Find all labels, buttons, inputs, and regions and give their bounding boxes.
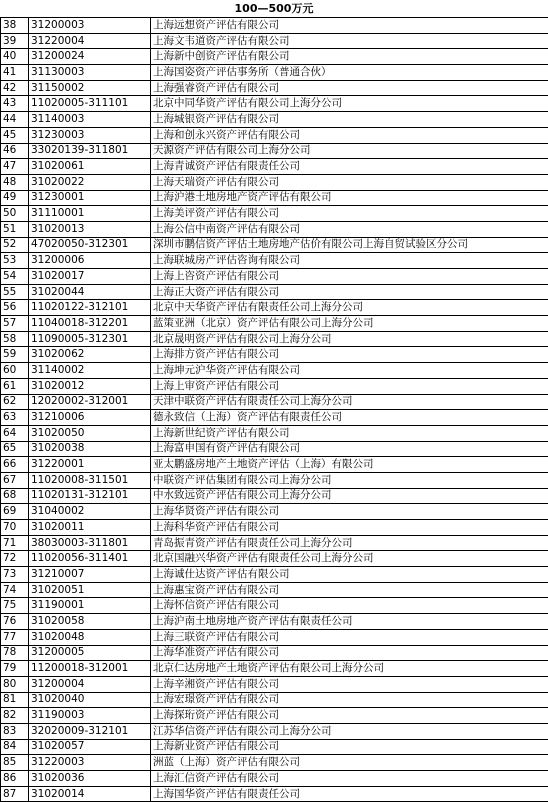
registration-code-cell: 31140002 <box>29 363 151 379</box>
row-index-cell: 78 <box>1 645 29 661</box>
row-index-cell: 52 <box>1 237 29 253</box>
table-row <box>1 614 548 630</box>
table-row <box>1 457 548 473</box>
firm-name-cell: 上海华准资产评估有限公司 <box>151 645 548 661</box>
registration-code-cell: 31210006 <box>29 410 151 426</box>
table-row <box>1 582 548 598</box>
table-row <box>1 347 548 363</box>
firm-table-body <box>1 18 548 802</box>
table-row <box>1 49 548 65</box>
row-index-cell: 79 <box>1 661 29 677</box>
registration-code-cell: 31220003 <box>29 755 151 771</box>
table-row <box>1 363 548 379</box>
row-index-cell: 84 <box>1 739 29 755</box>
row-index-cell: 54 <box>1 269 29 285</box>
registration-code-cell: 31020061 <box>29 159 151 175</box>
table-row <box>1 739 548 755</box>
row-index-cell: 43 <box>1 96 29 112</box>
table-row <box>1 410 548 426</box>
registration-code-cell: 11020056-311401 <box>29 551 151 567</box>
registration-code-cell: 31190003 <box>29 708 151 724</box>
table-row <box>1 598 548 614</box>
firm-name-cell: 上海上咨资产评估有限公司 <box>151 269 548 285</box>
row-index-cell: 40 <box>1 49 29 65</box>
firm-name-cell: 上海沪港土地房地产资产评估有限公司 <box>151 190 548 206</box>
firm-name-cell: 上海国华资产评估有限责任公司 <box>151 786 548 802</box>
firm-name-cell: 上海国姿资产评估事务所（普通合伙） <box>151 65 548 81</box>
table-row <box>1 567 548 583</box>
registration-code-cell: 31020036 <box>29 771 151 787</box>
row-index-cell: 74 <box>1 582 29 598</box>
registration-code-cell: 31020044 <box>29 284 151 300</box>
table-row <box>1 629 548 645</box>
firm-name-cell: 上海远想资产评估有限公司 <box>151 18 548 34</box>
table-row <box>1 661 548 677</box>
row-index-cell: 42 <box>1 80 29 96</box>
table-row <box>1 551 548 567</box>
row-index-cell: 38 <box>1 18 29 34</box>
section-title: 100—500万元 <box>0 0 548 17</box>
row-index-cell: 39 <box>1 33 29 49</box>
row-index-cell: 61 <box>1 378 29 394</box>
registration-code-cell: 31020057 <box>29 739 151 755</box>
registration-code-cell: 11040018-312201 <box>29 316 151 332</box>
registration-code-cell: 31020051 <box>29 582 151 598</box>
firm-name-cell: 上海诚仕达资产评估有限公司 <box>151 567 548 583</box>
registration-code-cell: 31200003 <box>29 18 151 34</box>
table-row <box>1 441 548 457</box>
table-row <box>1 425 548 441</box>
firm-name-cell: 青岛振青资产评估有限责任公司上海分公司 <box>151 535 548 551</box>
firm-name-cell: 上海富申国有资产评估有限公司 <box>151 441 548 457</box>
table-row <box>1 535 548 551</box>
registration-code-cell: 31200006 <box>29 253 151 269</box>
table-row <box>1 127 548 143</box>
row-index-cell: 60 <box>1 363 29 379</box>
firm-name-cell: 上海强睿资产评估有限公司 <box>151 80 548 96</box>
table-row <box>1 645 548 661</box>
registration-code-cell: 31230003 <box>29 127 151 143</box>
table-row <box>1 488 548 504</box>
firm-name-cell: 上海和创永兴资产评估有限公司 <box>151 127 548 143</box>
registration-code-cell: 31020017 <box>29 269 151 285</box>
row-index-cell: 82 <box>1 708 29 724</box>
row-index-cell: 80 <box>1 676 29 692</box>
row-index-cell: 72 <box>1 551 29 567</box>
firm-name-cell: 天津中联资产评估有限责任公司上海分公司 <box>151 394 548 410</box>
firm-name-cell: 洲蓝（上海）资产评估有限公司 <box>151 755 548 771</box>
row-index-cell: 48 <box>1 174 29 190</box>
registration-code-cell: 31210007 <box>29 567 151 583</box>
firm-name-cell: 上海科华资产评估有限公司 <box>151 520 548 536</box>
table-row <box>1 708 548 724</box>
row-index-cell: 58 <box>1 331 29 347</box>
registration-code-cell: 31020058 <box>29 614 151 630</box>
table-row <box>1 159 548 175</box>
firm-name-cell: 天源资产评估有限公司上海分公司 <box>151 143 548 159</box>
registration-code-cell: 31020022 <box>29 174 151 190</box>
table-row <box>1 18 548 34</box>
firm-name-cell: 上海青诚资产评估有限责任公司 <box>151 159 548 175</box>
table-row <box>1 33 548 49</box>
row-index-cell: 71 <box>1 535 29 551</box>
row-index-cell: 75 <box>1 598 29 614</box>
table-row <box>1 723 548 739</box>
firm-name-cell: 蓝策亚洲（北京）资产评估有限公司上海分公司 <box>151 316 548 332</box>
firm-name-cell: 上海华贤资产评估有限公司 <box>151 504 548 520</box>
registration-code-cell: 11200018-312001 <box>29 661 151 677</box>
row-index-cell: 86 <box>1 771 29 787</box>
registration-code-cell: 31220001 <box>29 457 151 473</box>
registration-code-cell: 33020139-311801 <box>29 143 151 159</box>
table-row <box>1 190 548 206</box>
firm-name-cell: 上海沪南土地房地产资产评估有限责任公司 <box>151 614 548 630</box>
row-index-cell: 85 <box>1 755 29 771</box>
registration-code-cell: 31020038 <box>29 441 151 457</box>
row-index-cell: 56 <box>1 300 29 316</box>
firm-name-cell: 上海新业资产评估有限公司 <box>151 739 548 755</box>
row-index-cell: 81 <box>1 692 29 708</box>
row-index-cell: 69 <box>1 504 29 520</box>
firm-name-cell: 上海文韦道资产评估有限公司 <box>151 33 548 49</box>
firm-name-cell: 北京国融兴华资产评估有限责任公司上海分公司 <box>151 551 548 567</box>
row-index-cell: 50 <box>1 206 29 222</box>
registration-code-cell: 31020014 <box>29 786 151 802</box>
row-index-cell: 76 <box>1 614 29 630</box>
row-index-cell: 45 <box>1 127 29 143</box>
table-row <box>1 755 548 771</box>
registration-code-cell: 31020011 <box>29 520 151 536</box>
row-index-cell: 55 <box>1 284 29 300</box>
firm-name-cell: 上海惠宝资产评估有限公司 <box>151 582 548 598</box>
row-index-cell: 77 <box>1 629 29 645</box>
row-index-cell: 59 <box>1 347 29 363</box>
registration-code-cell: 31020013 <box>29 221 151 237</box>
table-row <box>1 284 548 300</box>
registration-code-cell: 31200004 <box>29 676 151 692</box>
registration-code-cell: 11020131-312101 <box>29 488 151 504</box>
registration-code-cell: 31020012 <box>29 378 151 394</box>
registration-code-cell: 31040002 <box>29 504 151 520</box>
registration-code-cell: 12020002-312001 <box>29 394 151 410</box>
table-row <box>1 269 548 285</box>
firm-name-cell: 上海排方资产评估有限公司 <box>151 347 548 363</box>
firm-name-cell: 德永致信（上海）资产评估有限责任公司 <box>151 410 548 426</box>
firm-name-cell: 上海探珩资产评估有限公司 <box>151 708 548 724</box>
firm-name-cell: 北京中天华资产评估有限责任公司上海分公司 <box>151 300 548 316</box>
registration-code-cell: 31020040 <box>29 692 151 708</box>
registration-code-cell: 31130003 <box>29 65 151 81</box>
registration-code-cell: 31140003 <box>29 112 151 128</box>
row-index-cell: 44 <box>1 112 29 128</box>
firm-name-cell: 上海三联资产评估有限公司 <box>151 629 548 645</box>
firm-name-cell: 中水致远资产评估有限公司上海分公司 <box>151 488 548 504</box>
registration-code-cell: 31190001 <box>29 598 151 614</box>
registration-code-cell: 11020005-311101 <box>29 96 151 112</box>
registration-code-cell: 11020008-311501 <box>29 472 151 488</box>
table-row <box>1 221 548 237</box>
row-index-cell: 62 <box>1 394 29 410</box>
registration-code-cell: 31020062 <box>29 347 151 363</box>
registration-code-cell: 47020050-312301 <box>29 237 151 253</box>
table-row <box>1 174 548 190</box>
table-row <box>1 80 548 96</box>
firm-name-cell: 北京中同华资产评估有限公司上海分公司 <box>151 96 548 112</box>
row-index-cell: 53 <box>1 253 29 269</box>
table-row <box>1 676 548 692</box>
firm-name-cell: 上海公信中南资产评估有限公司 <box>151 221 548 237</box>
row-index-cell: 46 <box>1 143 29 159</box>
firm-name-cell: 上海辛湘资产评估有限公司 <box>151 676 548 692</box>
registration-code-cell: 31020048 <box>29 629 151 645</box>
row-index-cell: 66 <box>1 457 29 473</box>
row-index-cell: 47 <box>1 159 29 175</box>
row-index-cell: 57 <box>1 316 29 332</box>
table-row <box>1 316 548 332</box>
table-row <box>1 692 548 708</box>
firm-name-cell: 上海天瑞资产评估有限公司 <box>151 174 548 190</box>
firm-table <box>0 17 548 802</box>
table-row <box>1 771 548 787</box>
firm-name-cell: 江苏华信资产评估有限公司上海分公司 <box>151 723 548 739</box>
table-row <box>1 786 548 802</box>
firm-name-cell: 北京晟明资产评估有限公司上海分公司 <box>151 331 548 347</box>
registration-code-cell: 31150002 <box>29 80 151 96</box>
table-row <box>1 206 548 222</box>
registration-code-cell: 31110001 <box>29 206 151 222</box>
firm-name-cell: 上海怀信资产评估有限公司 <box>151 598 548 614</box>
firm-name-cell: 上海上审资产评估有限公司 <box>151 378 548 394</box>
table-row <box>1 65 548 81</box>
registration-code-cell: 31020050 <box>29 425 151 441</box>
table-row <box>1 96 548 112</box>
table-row <box>1 300 548 316</box>
registration-code-cell: 31220004 <box>29 33 151 49</box>
row-index-cell: 49 <box>1 190 29 206</box>
firm-name-cell: 上海坤元沪华资产评估有限公司 <box>151 363 548 379</box>
table-row <box>1 504 548 520</box>
firm-name-cell: 上海美评资产评估有限公司 <box>151 206 548 222</box>
firm-name-cell: 上海新中创资产评估有限公司 <box>151 49 548 65</box>
registration-code-cell: 31230001 <box>29 190 151 206</box>
firm-name-cell: 北京仁达房地产土地资产评估有限公司上海分公司 <box>151 661 548 677</box>
row-index-cell: 70 <box>1 520 29 536</box>
firm-name-cell: 上海正大资产评估有限公司 <box>151 284 548 300</box>
registration-code-cell: 38030003-311801 <box>29 535 151 551</box>
registration-code-cell: 31200005 <box>29 645 151 661</box>
row-index-cell: 67 <box>1 472 29 488</box>
firm-name-cell: 上海联城房产评估咨询有限公司 <box>151 253 548 269</box>
firm-name-cell: 中联资产评估集团有限公司上海分公司 <box>151 472 548 488</box>
row-index-cell: 51 <box>1 221 29 237</box>
table-row <box>1 472 548 488</box>
firm-name-cell: 上海宏璟资产评估有限公司 <box>151 692 548 708</box>
firm-name-cell: 亚太鹏盛房地产土地资产评估（上海）有限公司 <box>151 457 548 473</box>
firm-name-cell: 深圳市鹏信资产评估土地房地产估价有限公司上海自贸试验区分公司 <box>151 237 548 253</box>
firm-name-cell: 上海汇信资产评估有限公司 <box>151 771 548 787</box>
row-index-cell: 73 <box>1 567 29 583</box>
table-row <box>1 253 548 269</box>
row-index-cell: 87 <box>1 786 29 802</box>
firm-name-cell: 上海新世纪资产评估有限公司 <box>151 425 548 441</box>
row-index-cell: 64 <box>1 425 29 441</box>
registration-code-cell: 11020122-312101 <box>29 300 151 316</box>
row-index-cell: 83 <box>1 723 29 739</box>
registration-code-cell: 11090005-312301 <box>29 331 151 347</box>
registration-code-cell: 32020009-312101 <box>29 723 151 739</box>
table-row <box>1 237 548 253</box>
table-row <box>1 394 548 410</box>
table-row <box>1 143 548 159</box>
table-row <box>1 520 548 536</box>
row-index-cell: 41 <box>1 65 29 81</box>
table-row <box>1 331 548 347</box>
table-row <box>1 378 548 394</box>
registration-code-cell: 31200024 <box>29 49 151 65</box>
row-index-cell: 63 <box>1 410 29 426</box>
row-index-cell: 68 <box>1 488 29 504</box>
table-row <box>1 112 548 128</box>
row-index-cell: 65 <box>1 441 29 457</box>
firm-name-cell: 上海城银资产评估有限公司 <box>151 112 548 128</box>
